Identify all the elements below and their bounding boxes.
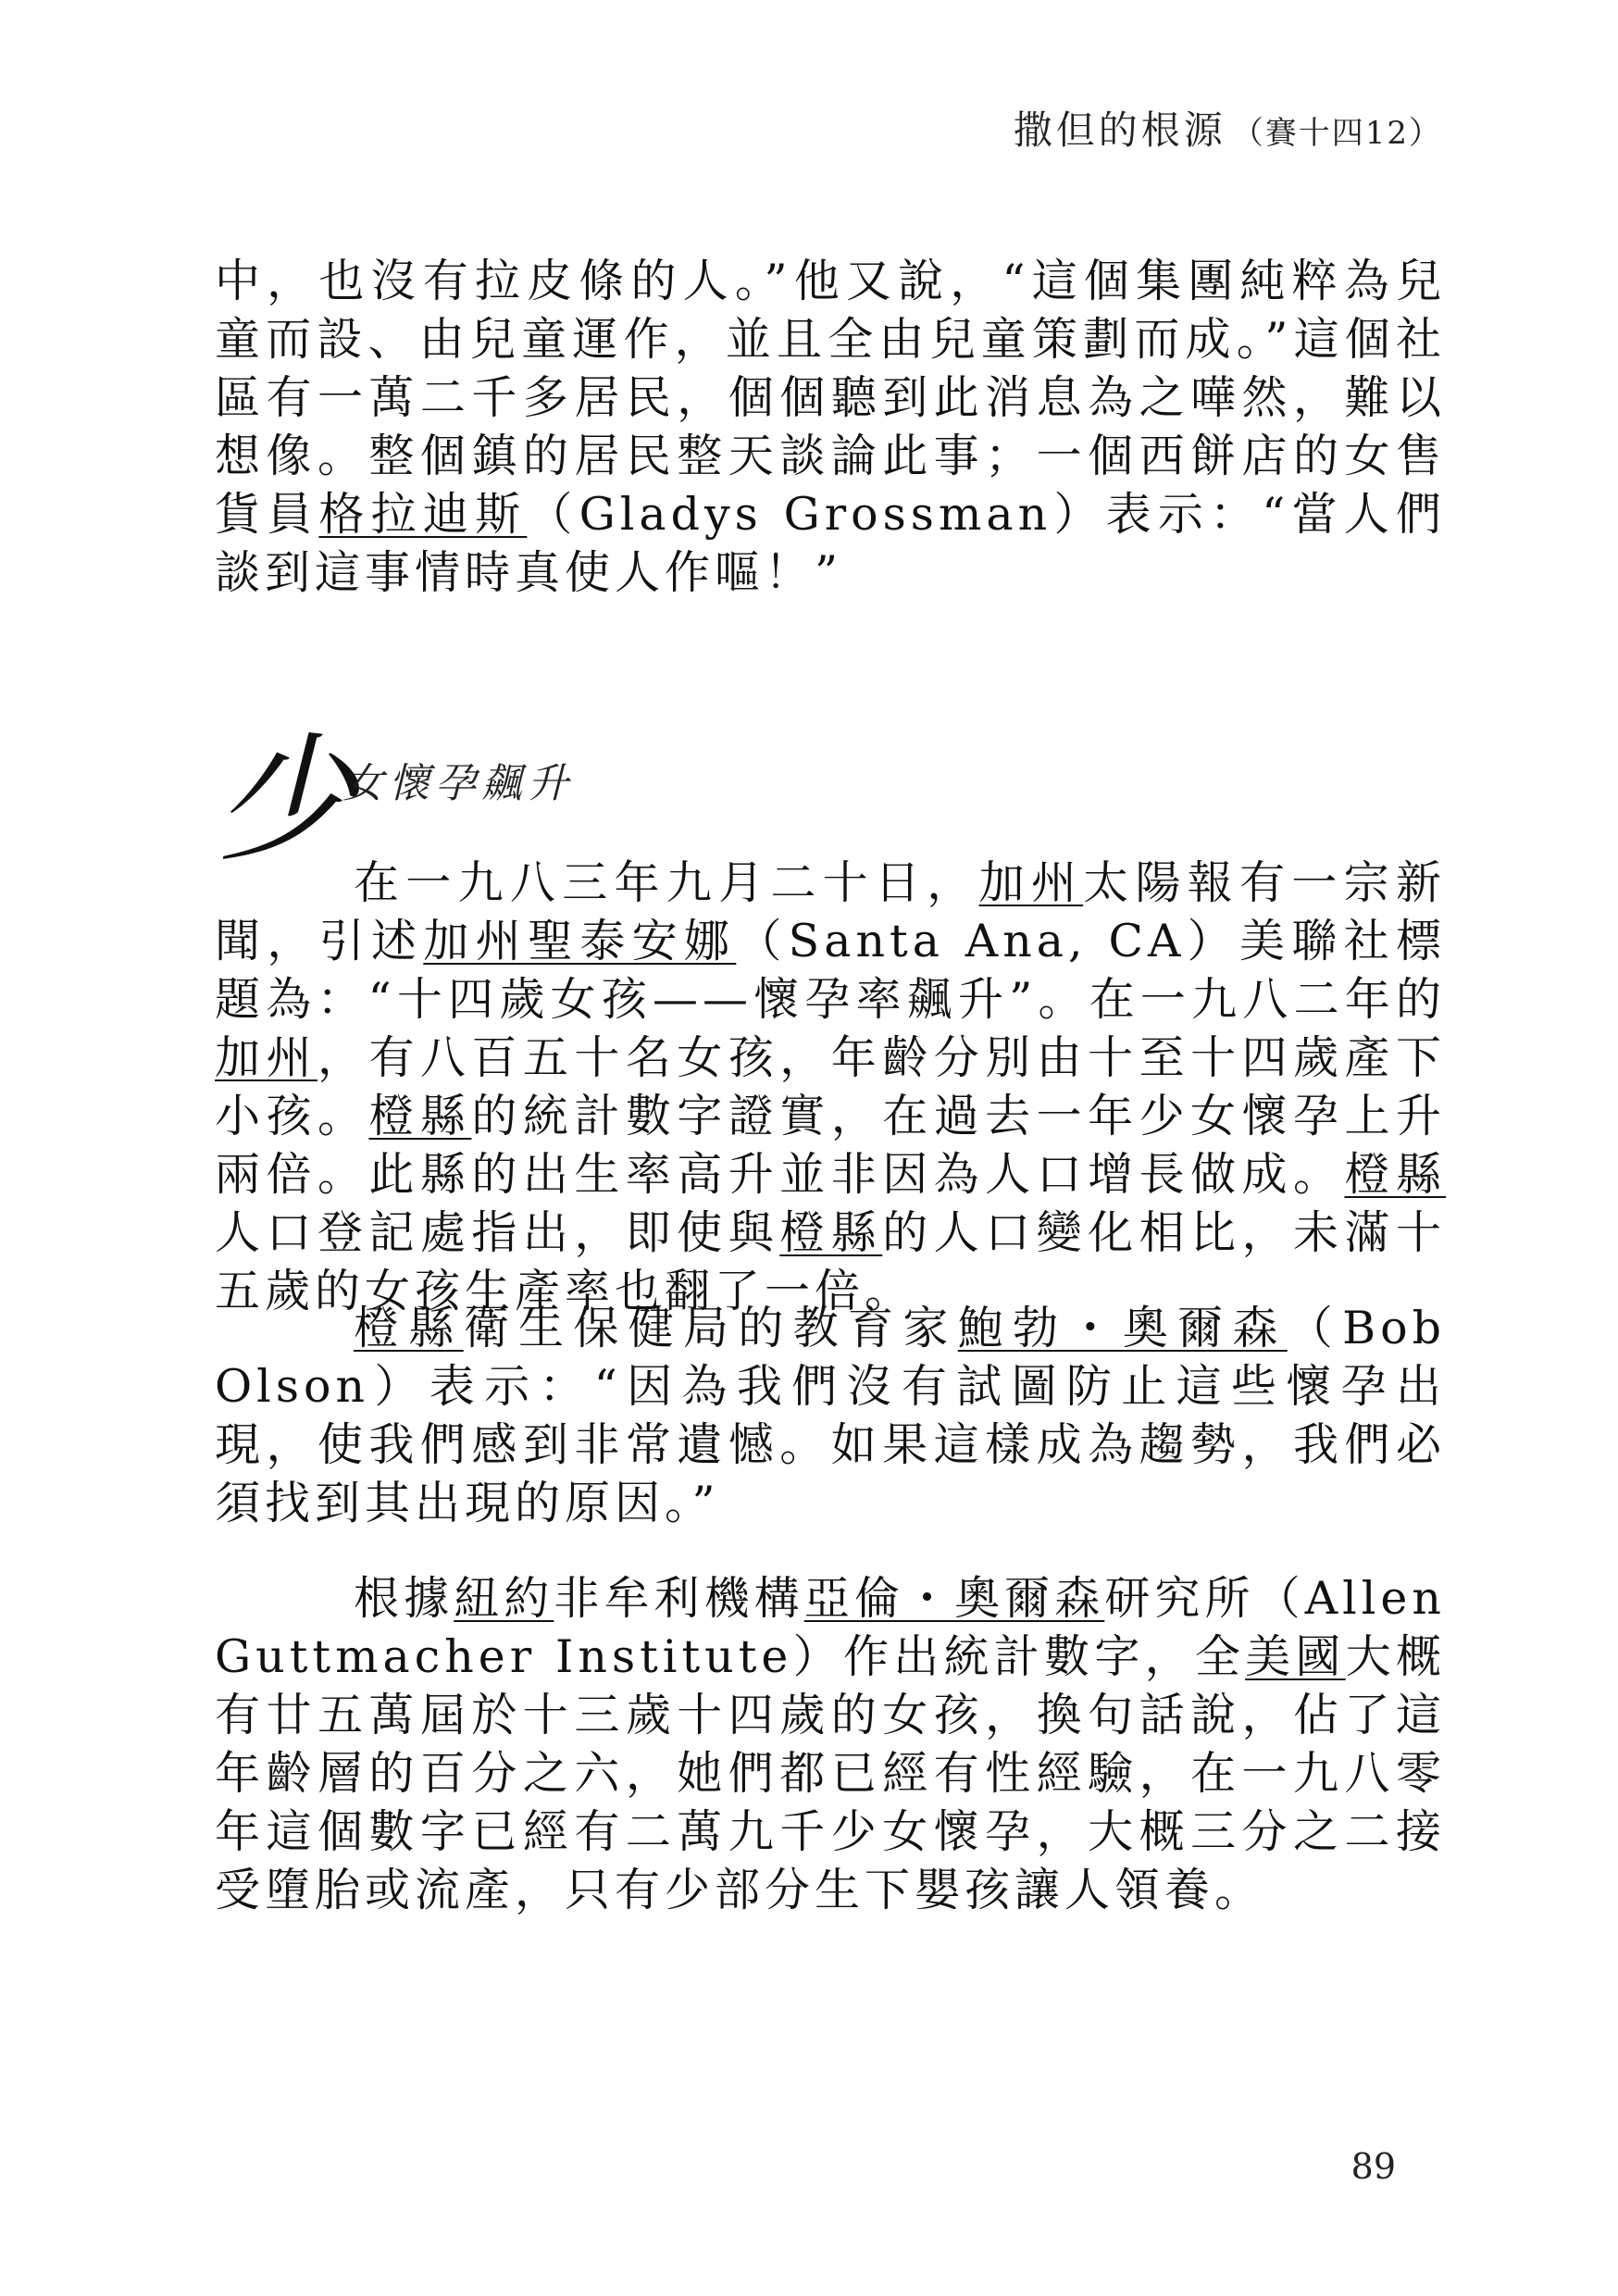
text-run: 衛生保健局的教育家: [463, 1302, 958, 1354]
underlined-name: 橙縣: [354, 1302, 464, 1354]
text-run: 太陽報有一宗新聞，引述: [215, 856, 1446, 967]
underlined-name: 美國: [1245, 1630, 1346, 1683]
text-run: 根據: [354, 1572, 454, 1625]
paragraph-3: [215, 1299, 1446, 1532]
paragraph-2: [215, 854, 1446, 1320]
text-run: 在一九八三年九月二十日，: [354, 856, 979, 909]
paragraph-1: [215, 252, 1446, 602]
text-run: （Bob Olson）表示：“因為我們沒有試圖防止這些懷孕出現，使我們感到非常遺憾。如果這樣成為趨勢，我們必須找到其出現的原因。”: [215, 1302, 1446, 1529]
underlined-name: 格拉迪斯: [318, 488, 528, 541]
drop-cap: 少: [215, 720, 355, 881]
running-head-title: 撒但的根源: [1013, 107, 1226, 153]
running-head-reference: （賽十四12）: [1231, 115, 1442, 152]
underlined-name: 橙縣: [368, 1090, 472, 1142]
text-run: 的人口變化相比，未滿十五歲的女孩生產率也翻了一倍。: [215, 1206, 1446, 1317]
page-number: 89: [1350, 2146, 1396, 2187]
underlined-name: 橙縣: [1344, 1148, 1446, 1201]
text-run: 大概有廿五萬屆於十三歲十四歲的女孩，換句話說，佔了這年齡層的百分之六，她們都已經有性經驗，在一九八零年這個數字已經有二萬九千少女懷孕，大概三分之二接受墮胎或流產，只有少部分生下嬰孩讓人領養。: [215, 1630, 1446, 1916]
underlined-name: 加州: [215, 1031, 317, 1084]
underlined-name: 加州聖泰安娜: [423, 915, 737, 967]
text-run: （Gladys Grossman）表示：“當人們談到這事情時真使人作嘔！”: [215, 488, 1446, 599]
text-run: 中，也沒有拉皮條的人。”他又說，“這個集團純粹為兒童而設、由兒童運作，並且全由兒童策劃而成。”這個社區有一萬二千多居民，個個聽到此消息為之嘩然，難以想像。整個鎮的居民整天談論此事；一個西餅店的女售貨員: [215, 255, 1446, 541]
text-run: （Santa Ana, CA）美聯社標題為：“十四歲女孩——懷孕率飆升”。在一九八二年的: [215, 915, 1446, 1026]
running-head: [1014, 100, 1442, 156]
underlined-name: 橙縣: [779, 1206, 883, 1259]
paragraph-4: [215, 1569, 1446, 1919]
underlined-name: 鮑勃・奧爾森: [957, 1302, 1288, 1354]
text-run: 研究所（Allen Guttmacher Institute）作出統計數字，全: [215, 1572, 1446, 1683]
underlined-name: 亞倫・奧爾森: [803, 1572, 1105, 1625]
text-run: 非牟利機構: [554, 1572, 804, 1625]
underlined-name: 紐約: [454, 1572, 554, 1625]
text-run: 人口登記處指出，即使與: [215, 1206, 780, 1259]
underlined-name: 加州: [978, 856, 1084, 909]
text-run: 的統計數字證實，在過去一年少女懷孕上升兩倍。此縣的出生率高升並非因為人口增長做成。: [215, 1090, 1446, 1201]
section-heading-text: 女懷孕飆升: [342, 760, 574, 807]
text-run: ，有八百五十名女孩，年齡分別由十至十四歲產下小孩。: [215, 1031, 1446, 1142]
